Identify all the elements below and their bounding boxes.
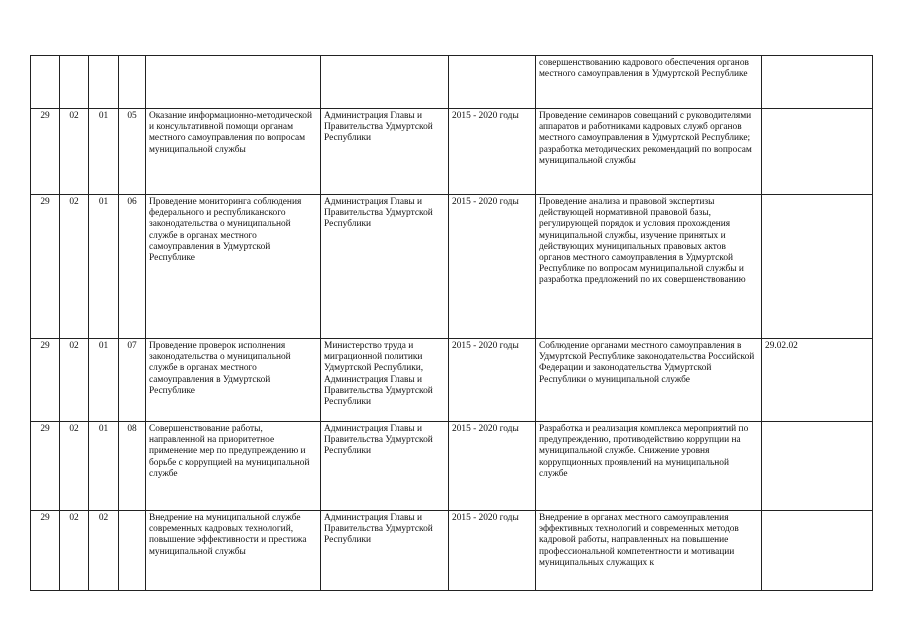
indicator-code bbox=[762, 109, 873, 195]
code-m: 08 bbox=[119, 422, 146, 511]
expected-result: совершенствованию кадрового обеспечения органов местного самоуправления в Удмуртской Республике bbox=[536, 56, 762, 109]
period: 2015 - 2020 годы bbox=[449, 511, 536, 591]
executor: Министерство труда и миграционной политики Удмуртской Республики, Администрация Главы и Правительства Удмуртской Республики bbox=[321, 339, 449, 422]
table-row bbox=[31, 339, 873, 422]
code-om: 01 bbox=[89, 195, 119, 339]
executor: Администрация Главы и Правительства Удмуртской Республики bbox=[321, 422, 449, 511]
code-m: 05 bbox=[119, 109, 146, 195]
table-row bbox=[31, 195, 873, 339]
period: 2015 - 2020 годы bbox=[449, 422, 536, 511]
code-om bbox=[89, 56, 119, 109]
code-m: 07 bbox=[119, 339, 146, 422]
executor bbox=[321, 56, 449, 109]
code-pp: 02 bbox=[60, 511, 89, 591]
table-row bbox=[31, 109, 873, 195]
executor: Администрация Главы и Правительства Удмуртской Республики bbox=[321, 195, 449, 339]
indicator-code bbox=[762, 422, 873, 511]
expected-result: Внедрение в органах местного самоуправления эффективных технологий и современных методов кадровой работы, направленных на повышение профессиональной компетентности и мотивации муниципальных служащих к bbox=[536, 511, 762, 591]
expected-result: Разработка и реализация комплекса мероприятий по предупреждению, противодействию коррупции на муниципальной службе. Снижение уровня коррупционных проявлений на муниципальной службе bbox=[536, 422, 762, 511]
code-gp: 29 bbox=[31, 511, 60, 591]
code-pp bbox=[60, 56, 89, 109]
indicator-code bbox=[762, 195, 873, 339]
code-pp: 02 bbox=[60, 339, 89, 422]
executor: Администрация Главы и Правительства Удмуртской Республики bbox=[321, 109, 449, 195]
code-pp: 02 bbox=[60, 195, 89, 339]
code-m bbox=[119, 511, 146, 591]
measure-name: Проведение мониторинга соблюдения федерального и республиканского законодательства о муниципальной службе в органах местного самоуправления в Удмуртской Республике bbox=[146, 195, 321, 339]
code-gp: 29 bbox=[31, 109, 60, 195]
code-gp bbox=[31, 56, 60, 109]
program-table bbox=[30, 55, 873, 591]
indicator-code bbox=[762, 56, 873, 109]
code-om: 01 bbox=[89, 339, 119, 422]
code-m bbox=[119, 56, 146, 109]
code-gp: 29 bbox=[31, 422, 60, 511]
expected-result: Проведение семинаров совещаний с руководителями аппаратов и работниками кадровых служб органов местного самоуправления в Удмуртской Республике; разработка методических рекомендаций по вопросам муниципальной службы bbox=[536, 109, 762, 195]
code-om: 02 bbox=[89, 511, 119, 591]
period: 2015 - 2020 годы bbox=[449, 339, 536, 422]
measure-name bbox=[146, 56, 321, 109]
table-row bbox=[31, 56, 873, 109]
expected-result: Соблюдение органами местного самоуправления в Удмуртской Республике законодательства Российской Федерации и законодательства Удмуртской Республики о муниципальной службе bbox=[536, 339, 762, 422]
code-pp: 02 bbox=[60, 109, 89, 195]
code-om: 01 bbox=[89, 109, 119, 195]
code-gp: 29 bbox=[31, 195, 60, 339]
code-gp: 29 bbox=[31, 339, 60, 422]
measure-name: Внедрение на муниципальной службе современных кадровых технологий, повышение эффективности и престижа муниципальной службы bbox=[146, 511, 321, 591]
table-row bbox=[31, 511, 873, 591]
executor: Администрация Главы и Правительства Удмуртской Республики bbox=[321, 511, 449, 591]
indicator-code bbox=[762, 511, 873, 591]
period bbox=[449, 56, 536, 109]
code-pp: 02 bbox=[60, 422, 89, 511]
expected-result: Проведение анализа и правовой экспертизы действующей нормативной правовой базы, регулирующей порядок и условия прохождения муниципальной службы, изучение принятых и действующих муниципальных правовых актов органов местного самоуправления в Удмуртской Республике по вопросам муниципальной службы и разработка предложений по их совершенствованию bbox=[536, 195, 762, 339]
measure-name: Проведение проверок исполнения законодательства о муниципальной службе в органах местного самоуправления в Удмуртской Республике bbox=[146, 339, 321, 422]
indicator-code: 29.02.02 bbox=[762, 339, 873, 422]
table-row bbox=[31, 422, 873, 511]
period: 2015 - 2020 годы bbox=[449, 195, 536, 339]
measure-name: Совершенствование работы, направленной на приоритетное применение мер по предупреждению и борьбе с коррупцией на муниципальной службе bbox=[146, 422, 321, 511]
code-om: 01 bbox=[89, 422, 119, 511]
period: 2015 - 2020 годы bbox=[449, 109, 536, 195]
measure-name: Оказание информационно-методической и консультативной помощи органам местного самоуправления по вопросам муниципальной службы bbox=[146, 109, 321, 195]
code-m: 06 bbox=[119, 195, 146, 339]
